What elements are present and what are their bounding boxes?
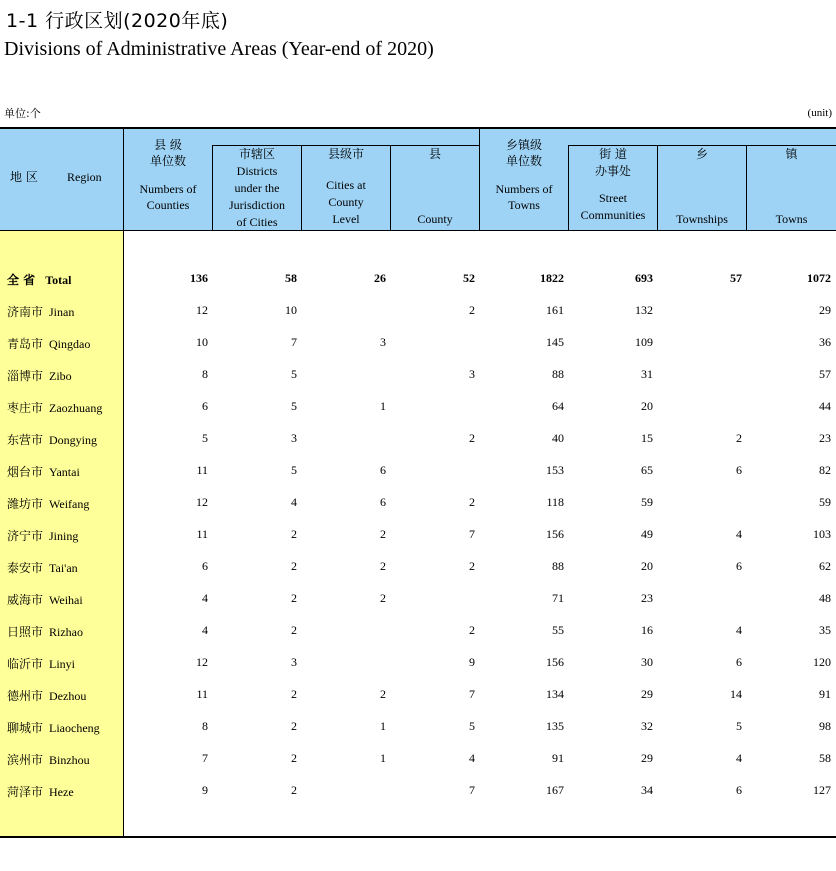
table-cell: 2 bbox=[291, 527, 297, 541]
table-row bbox=[0, 423, 836, 455]
header-districts: 市辖区 Districts under the Jurisdiction of Cities bbox=[229, 147, 285, 229]
table-row-total bbox=[0, 263, 836, 295]
table-cell: 2 bbox=[291, 783, 297, 797]
region-name-english: Weifang bbox=[49, 497, 90, 511]
table-cell: 6 bbox=[202, 399, 208, 413]
table-row bbox=[0, 455, 836, 487]
table-cell: 12 bbox=[196, 655, 208, 669]
table-cell: 1 bbox=[380, 719, 386, 733]
region-name-chinese: 威海市 bbox=[7, 593, 44, 607]
table-cell: 2 bbox=[469, 431, 475, 445]
table-cell: 10 bbox=[285, 303, 297, 317]
region-name-english: Zibo bbox=[49, 369, 72, 383]
header-townships: 乡 Townships bbox=[676, 147, 728, 226]
table-cell: 1 bbox=[380, 751, 386, 765]
table-cell: 2 bbox=[291, 719, 297, 733]
table-cell: 118 bbox=[546, 495, 564, 509]
table-row bbox=[0, 295, 836, 327]
table-cell: 6 bbox=[736, 559, 742, 573]
table-cell: 3 bbox=[380, 335, 386, 349]
table-cell: 23 bbox=[641, 591, 653, 605]
region-name bbox=[7, 367, 72, 384]
table-cell: 2 bbox=[380, 559, 386, 573]
table-cell: 6 bbox=[736, 463, 742, 477]
region-name bbox=[7, 431, 97, 448]
table-cell: 4 bbox=[202, 591, 208, 605]
table-cell: 71 bbox=[552, 591, 564, 605]
table-cell: 1 bbox=[380, 399, 386, 413]
region-name-english: Binzhou bbox=[49, 753, 90, 767]
region-name bbox=[7, 559, 78, 576]
table-cell: 5 bbox=[736, 719, 742, 733]
region-name bbox=[7, 271, 71, 288]
table-cell: 11 bbox=[196, 687, 208, 701]
region-name bbox=[7, 783, 74, 800]
title-chinese: 1-1 行政区划(2020年底) bbox=[6, 10, 229, 32]
region-name-chinese: 日照市 bbox=[7, 625, 44, 639]
header-cities: 县级市 Cities at County Level bbox=[326, 147, 366, 226]
table-cell: 44 bbox=[819, 399, 831, 413]
table-cell: 48 bbox=[819, 591, 831, 605]
table-cell: 26 bbox=[374, 271, 386, 285]
table-cell: 10 bbox=[196, 335, 208, 349]
table-cell: 57 bbox=[730, 271, 742, 285]
table-cell: 5 bbox=[202, 431, 208, 445]
table-cell: 55 bbox=[552, 623, 564, 637]
region-name-english: Qingdao bbox=[49, 337, 91, 351]
table-cell: 36 bbox=[819, 335, 831, 349]
table-cell: 14 bbox=[730, 687, 742, 701]
table-cell: 120 bbox=[813, 655, 831, 669]
table-cell: 59 bbox=[641, 495, 653, 509]
region-name-english: Yantai bbox=[49, 465, 80, 479]
table-cell: 59 bbox=[819, 495, 831, 509]
region-name bbox=[7, 463, 80, 480]
region-name-english: Heze bbox=[49, 785, 74, 799]
table-cell: 3 bbox=[469, 367, 475, 381]
table-cell: 4 bbox=[202, 623, 208, 637]
region-name bbox=[7, 335, 90, 352]
table-cell: 135 bbox=[546, 719, 564, 733]
table-cell: 2 bbox=[380, 591, 386, 605]
table-cell: 6 bbox=[202, 559, 208, 573]
region-name-english: Dongying bbox=[49, 433, 98, 447]
table-cell: 20 bbox=[641, 559, 653, 573]
table-row bbox=[0, 391, 836, 423]
table-row bbox=[0, 487, 836, 519]
table-cell: 7 bbox=[202, 751, 208, 765]
table-cell: 2 bbox=[736, 431, 742, 445]
table-cell: 5 bbox=[291, 463, 297, 477]
region-name-chinese: 泰安市 bbox=[7, 561, 44, 575]
title-english: Divisions of Administrative Areas (Year-end of 2020) bbox=[4, 38, 434, 60]
table-row bbox=[0, 359, 836, 391]
table-cell: 23 bbox=[819, 431, 831, 445]
table-cell: 693 bbox=[635, 271, 653, 285]
table-cell: 82 bbox=[819, 463, 831, 477]
table-cell: 4 bbox=[736, 751, 742, 765]
table-cell: 167 bbox=[546, 783, 564, 797]
table-cell: 57 bbox=[819, 367, 831, 381]
table-cell: 156 bbox=[546, 655, 564, 669]
region-name bbox=[7, 687, 86, 704]
table-cell: 9 bbox=[469, 655, 475, 669]
table-cell: 6 bbox=[736, 783, 742, 797]
table-cell: 91 bbox=[819, 687, 831, 701]
region-name-chinese: 菏泽市 bbox=[7, 785, 44, 799]
table-cell: 156 bbox=[546, 527, 564, 541]
table-cell: 49 bbox=[641, 527, 653, 541]
table-cell: 145 bbox=[546, 335, 564, 349]
table-cell: 2 bbox=[469, 559, 475, 573]
region-name-english: Jining bbox=[49, 529, 79, 543]
table-cell: 2 bbox=[380, 527, 386, 541]
table-cell: 12 bbox=[196, 495, 208, 509]
table-cell: 2 bbox=[291, 591, 297, 605]
table-cell: 4 bbox=[736, 527, 742, 541]
region-name-chinese: 枣庄市 bbox=[7, 401, 44, 415]
table-cell: 3 bbox=[291, 431, 297, 445]
region-name-english: Total bbox=[45, 273, 72, 287]
table-cell: 153 bbox=[546, 463, 564, 477]
table-cell: 7 bbox=[469, 527, 475, 541]
table-row bbox=[0, 775, 836, 807]
region-name-chinese: 聊城市 bbox=[7, 721, 44, 735]
table-cell: 62 bbox=[819, 559, 831, 573]
region-name-chinese: 滨州市 bbox=[7, 753, 44, 767]
table-cell: 7 bbox=[291, 335, 297, 349]
table-cell: 109 bbox=[635, 335, 653, 349]
region-name-chinese: 济宁市 bbox=[7, 529, 44, 543]
table-cell: 2 bbox=[291, 623, 297, 637]
unit-label-chinese: 单位:个 bbox=[4, 107, 41, 120]
table-cell: 9 bbox=[202, 783, 208, 797]
region-name-chinese: 济南市 bbox=[7, 305, 44, 319]
table-row bbox=[0, 615, 836, 647]
table-cell: 7 bbox=[469, 687, 475, 701]
table-cell: 3 bbox=[291, 655, 297, 669]
table-cell: 2 bbox=[291, 687, 297, 701]
table-cell: 64 bbox=[552, 399, 564, 413]
table-cell: 29 bbox=[819, 303, 831, 317]
header-county: 县 County bbox=[417, 147, 453, 226]
table-cell: 5 bbox=[291, 367, 297, 381]
region-name-english: Liaocheng bbox=[49, 721, 100, 735]
region-name-chinese: 青岛市 bbox=[7, 337, 44, 351]
table-cell: 40 bbox=[552, 431, 564, 445]
table-row bbox=[0, 551, 836, 583]
table-cell: 2 bbox=[291, 559, 297, 573]
table-cell: 2 bbox=[291, 751, 297, 765]
table-cell: 1072 bbox=[807, 271, 831, 285]
table-cell: 2 bbox=[469, 303, 475, 317]
table-cell: 88 bbox=[552, 559, 564, 573]
table-cell: 12 bbox=[196, 303, 208, 317]
table-cell: 134 bbox=[546, 687, 564, 701]
header-street: 街 道 办事处 Street Communities bbox=[580, 147, 646, 222]
table-cell: 58 bbox=[285, 271, 297, 285]
table-cell: 161 bbox=[546, 303, 564, 317]
table-cell: 65 bbox=[641, 463, 653, 477]
table-cell: 136 bbox=[190, 271, 208, 285]
region-name-chinese: 东营市 bbox=[7, 433, 44, 447]
region-name-english: Dezhou bbox=[49, 689, 87, 703]
table-row bbox=[0, 327, 836, 359]
table-cell: 7 bbox=[469, 783, 475, 797]
table-cell: 88 bbox=[552, 367, 564, 381]
region-name-english: Zaozhuang bbox=[49, 401, 103, 415]
table-cell: 5 bbox=[291, 399, 297, 413]
region-name-english: Rizhao bbox=[49, 625, 84, 639]
table-cell: 4 bbox=[736, 623, 742, 637]
table-cell: 127 bbox=[813, 783, 831, 797]
table-cell: 58 bbox=[819, 751, 831, 765]
region-name bbox=[7, 591, 83, 608]
table-row bbox=[0, 519, 836, 551]
region-name bbox=[7, 495, 89, 512]
table-cell: 11 bbox=[196, 527, 208, 541]
table-cell: 34 bbox=[641, 783, 653, 797]
table-cell: 4 bbox=[291, 495, 297, 509]
table-row bbox=[0, 583, 836, 615]
table-cell: 15 bbox=[641, 431, 653, 445]
table-row bbox=[0, 647, 836, 679]
table-cell: 2 bbox=[469, 495, 475, 509]
region-name bbox=[7, 527, 78, 544]
table-cell: 132 bbox=[635, 303, 653, 317]
region-name bbox=[7, 751, 90, 768]
table-bottom-rule bbox=[0, 836, 836, 838]
region-name-chinese: 德州市 bbox=[7, 689, 44, 703]
table-cell: 5 bbox=[469, 719, 475, 733]
region-name-english: Weihai bbox=[49, 593, 83, 607]
table-cell: 35 bbox=[819, 623, 831, 637]
table-cell: 6 bbox=[380, 463, 386, 477]
region-name bbox=[7, 655, 75, 672]
table-cell: 30 bbox=[641, 655, 653, 669]
region-name bbox=[7, 623, 83, 640]
table-cell: 6 bbox=[736, 655, 742, 669]
table-cell: 52 bbox=[463, 271, 475, 285]
region-name bbox=[7, 303, 74, 320]
region-name bbox=[7, 399, 102, 416]
table-row bbox=[0, 679, 836, 711]
table-cell: 4 bbox=[469, 751, 475, 765]
table-cell: 8 bbox=[202, 719, 208, 733]
table-cell: 2 bbox=[469, 623, 475, 637]
region-name-chinese: 淄博市 bbox=[7, 369, 44, 383]
table-cell: 6 bbox=[380, 495, 386, 509]
region-name-chinese: 潍坊市 bbox=[7, 497, 44, 511]
table-row bbox=[0, 743, 836, 775]
table-cell: 1822 bbox=[540, 271, 564, 285]
table-cell: 29 bbox=[641, 687, 653, 701]
region-name-chinese: 烟台市 bbox=[7, 465, 44, 479]
table-row bbox=[0, 711, 836, 743]
table-cell: 16 bbox=[641, 623, 653, 637]
region-name-chinese: 临沂市 bbox=[7, 657, 44, 671]
table-cell: 31 bbox=[641, 367, 653, 381]
header-towns: 镇 Towns bbox=[775, 147, 808, 226]
table-cell: 32 bbox=[641, 719, 653, 733]
region-name-english: Jinan bbox=[49, 305, 75, 319]
region-name-english: Tai'an bbox=[49, 561, 78, 575]
table-cell: 8 bbox=[202, 367, 208, 381]
table-cell: 11 bbox=[196, 463, 208, 477]
table-cell: 91 bbox=[552, 751, 564, 765]
header-counties: 县 级 单位数 Numbers of Counties bbox=[139, 138, 197, 212]
table-cell: 20 bbox=[641, 399, 653, 413]
table-cell: 29 bbox=[641, 751, 653, 765]
region-name bbox=[7, 719, 100, 736]
header-towns-total: 乡镇级 单位数 Numbers of Towns bbox=[495, 138, 553, 212]
unit-label-english: (unit) bbox=[807, 107, 832, 119]
table-cell: 2 bbox=[380, 687, 386, 701]
table-cell: 98 bbox=[819, 719, 831, 733]
table-cell: 103 bbox=[813, 527, 831, 541]
region-name-chinese: 全 省 bbox=[7, 273, 36, 287]
region-name-english: Linyi bbox=[49, 657, 76, 671]
